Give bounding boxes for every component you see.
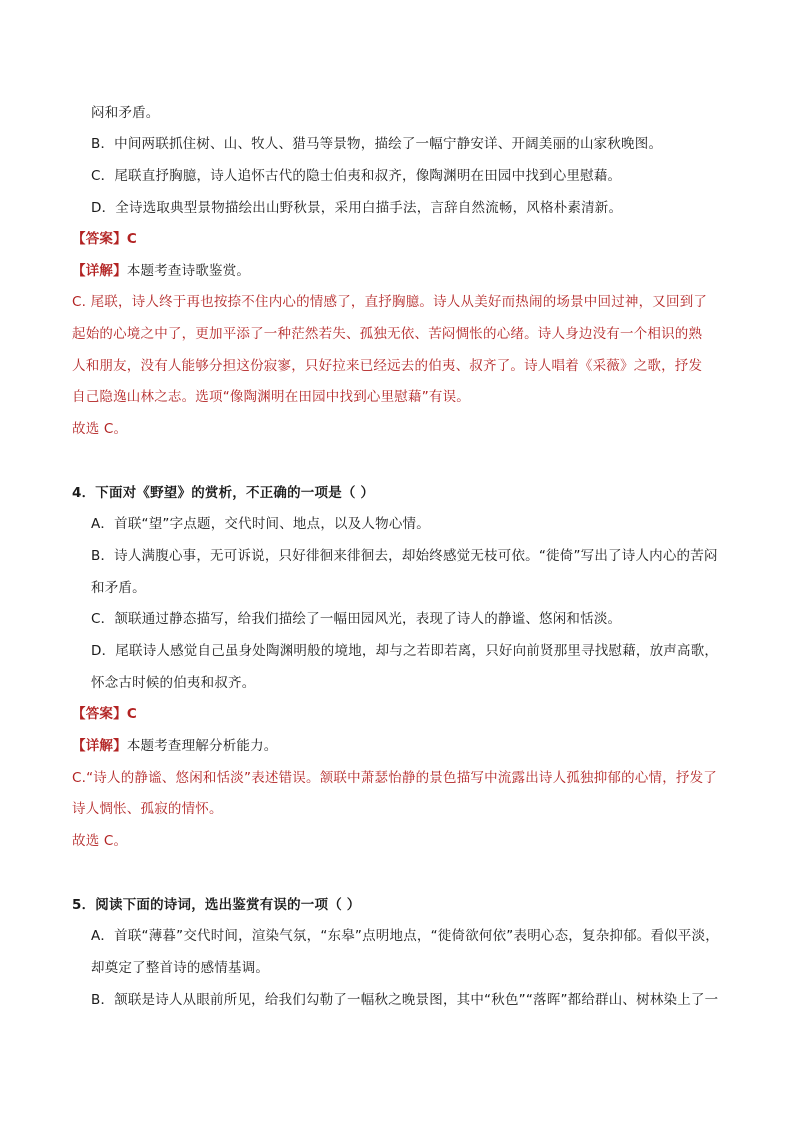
q4-option-c: C．颔联通过静态描写，给我们描绘了一幅田园风光，表现了诗人的静谧、悠闲和恬淡。 — [91, 611, 622, 627]
q4-stem: 4．下面对《野望》的赏析，不正确的一项是（ ） — [72, 485, 375, 501]
answer-value: C — [126, 231, 137, 247]
answer-label: 【答案】 — [72, 231, 127, 247]
q4-option-a: A．首联“望”字点题，交代时间、地点，以及人物心情。 — [91, 516, 430, 532]
q4-answer — [72, 704, 137, 724]
detail-label: 【详解】 — [72, 263, 127, 279]
q4-detail — [72, 736, 278, 756]
q4-option-b-line-1: B．诗人满腹心事，无可诉说，只好徘徊来徘徊去，却始终感觉无枝可依。“徙倚”写出了诗人内心的苦闷 — [91, 548, 718, 564]
q5-option-b-line-1: B．颔联是诗人从眼前所见，给我们勾勒了一幅秋之晚景图，其中“秋色”“落晖”都给群山、树林染上了一 — [91, 992, 719, 1008]
detail-intro: 本题考查理解分析能力。 — [126, 738, 278, 754]
prev-option-a-tail: 闷和矛盾。 — [91, 105, 160, 121]
q4-detail-line-1: C.“诗人的静谧、悠闲和恬淡”表述错误。颔联中萧瑟怡静的景色描写中流露出诗人孤独抑郁的心情，抒发了 — [72, 770, 718, 786]
prev-conclusion: 故选 C。 — [72, 421, 128, 437]
q4-option-b-line-2: 和矛盾。 — [91, 580, 146, 596]
q5-option-a-line-1: A．首联“薄暮”交代时间，渲染气氛，“东皋”点明地点，“徙倚欲何依”表明心态，复杂抑郁。看似平淡， — [91, 928, 719, 944]
q4-option-d-line-2: 怀念古时候的伯夷和叔齐。 — [91, 675, 256, 691]
prev-option-d: D．全诗选取典型景物描绘出山野秋景，采用白描手法，言辞自然流畅，风格朴素清新。 — [91, 200, 623, 216]
prev-detail-line-3: 人和朋友，没有人能够分担这份寂寥，只好拉来已经远去的伯夷、叔齐了。诗人唱着《采薇》之歌，抒发 — [72, 358, 703, 374]
q4-detail-line-2: 诗人惆怅、孤寂的情怀。 — [72, 801, 223, 817]
q4-conclusion: 故选 C。 — [72, 833, 128, 849]
prev-detail — [72, 261, 250, 281]
q5-option-a-line-2: 却奠定了整首诗的感情基调。 — [91, 960, 270, 976]
prev-detail-line-1: C. 尾联，诗人终于再也按捺不住内心的情感了，直抒胸臆。诗人从美好而热闹的场景中回过神，又回到了 — [72, 294, 708, 310]
detail-label: 【详解】 — [72, 738, 127, 754]
prev-option-b: B．中间两联抓住树、山、牧人、猎马等景物，描绘了一幅宁静安详、开阔美丽的山家秋晚图。 — [91, 136, 663, 152]
prev-detail-line-2: 起始的心境之中了，更加平添了一种茫然若失、孤独无依、苦闷惆怅的心绪。诗人身边没有一个相识的熟 — [72, 326, 703, 342]
detail-intro: 本题考查诗歌鉴赏。 — [126, 263, 251, 279]
prev-detail-line-4: 自己隐逸山林之志。选项“像陶渊明在田园中找到心里慰藉”有误。 — [72, 389, 470, 405]
answer-label: 【答案】 — [72, 706, 127, 722]
prev-answer — [72, 229, 137, 249]
q4-option-d-line-1: D．尾联诗人感觉自己虽身处陶渊明般的境地，却与之若即若离，只好向前贤那里寻找慰藉，放声高歌， — [91, 643, 719, 659]
q5-stem: 5．阅读下面的诗词，选出鉴赏有误的一项（ ） — [72, 897, 361, 913]
prev-option-c: C．尾联直抒胸臆，诗人追怀古代的隐士伯夷和叔齐，像陶渊明在田园中找到心里慰藉。 — [91, 168, 622, 184]
answer-value: C — [126, 706, 137, 722]
